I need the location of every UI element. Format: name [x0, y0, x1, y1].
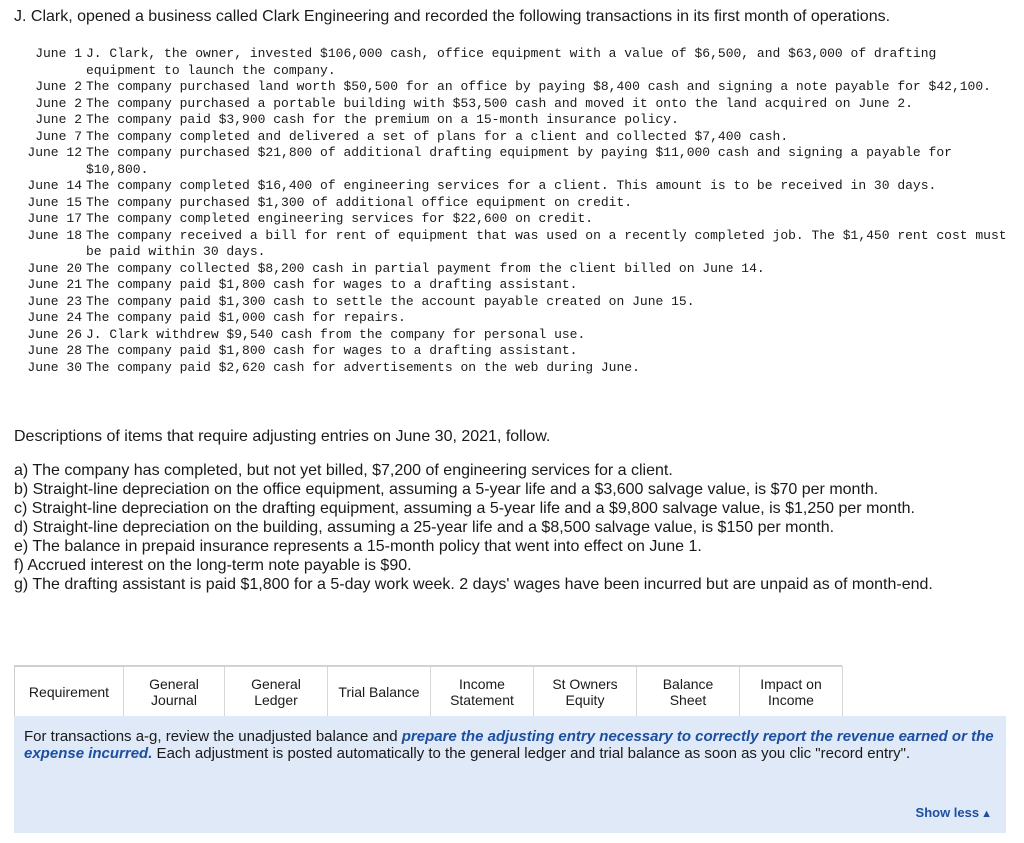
transaction-description: The company collected $8,200 cash in partial payment from the client billed on June 14.	[86, 260, 765, 276]
tab-label: Requirement	[28, 683, 110, 700]
adjustment-item: e) The balance in prepaid insurance represents a 15-month policy that went into effect on June 1.	[14, 538, 702, 555]
tab-income-statement[interactable]	[430, 666, 534, 716]
transaction-date: June 26	[27, 326, 82, 342]
transaction-description: The company completed engineering services for $22,600 on credit.	[86, 211, 594, 226]
transaction-date: June 7	[35, 128, 82, 144]
tab-label: Balance Sheet	[662, 675, 714, 708]
adjustments-heading: Descriptions of items that require adjusting entries on June 30, 2021, follow.	[14, 428, 551, 445]
transaction-date: June 28	[27, 343, 82, 358]
transaction-description: The company purchased a portable building with $53,500 cash and moved it onto the land acquired on June 2.	[86, 95, 913, 111]
instruction-text: For transactions a-g, review the unadjusted balance and prepare the adjusting entry necessary to correctly report the revenue earned or the expense incurred. Each adjustment is posted automatically to the general ledger and trial balance as soon as you clic "record entry".	[24, 728, 994, 762]
adjustment-item: a) The company has completed, but not yet billed, $7,200 of engineering services for a client.	[14, 462, 673, 479]
transaction-date: June 12	[27, 145, 82, 160]
intro-text: J. Clark, opened a business called Clark Engineering and recorded the following transactions in its first month of operations.	[14, 8, 891, 25]
transaction-description: The company paid $2,620 cash for advertisements on the web during June.	[86, 359, 640, 375]
transaction-date: June 17	[27, 211, 82, 226]
transaction-date: June 24	[27, 310, 82, 325]
instruction-panel	[14, 716, 1006, 833]
transaction-description: The company received a bill for rent of equipment that was used on a recently completed job. The $1,450 rent cost must be paid within 30 days.	[86, 227, 1007, 259]
transaction-row	[12, 261, 1012, 278]
tab-label: Impact on Income	[760, 675, 822, 708]
tab-general-ledger[interactable]	[224, 666, 328, 716]
tab-balance-sheet[interactable]	[636, 666, 740, 716]
transaction-row	[12, 195, 1012, 212]
transaction-date: June 15	[27, 194, 82, 210]
transaction-row	[12, 228, 1012, 261]
tab-label: Trial Balance	[338, 683, 420, 700]
tab-label: General Journal	[149, 675, 199, 708]
transaction-description: The company completed $16,400 of engineering services for a client. This amount is to be received in 30 days.	[86, 178, 937, 193]
tab-label: General Ledger	[251, 675, 301, 708]
transaction-date: June 2	[35, 112, 82, 127]
transaction-date: June 1	[35, 46, 82, 61]
tab-label: Income Statement	[450, 675, 514, 708]
transaction-date: June 30	[27, 359, 82, 375]
transaction-row	[12, 79, 1012, 96]
adjustment-item: d) Straight-line depreciation on the building, assuming a 25-year life and a $8,500 salvage value, is $150 per month.	[14, 519, 835, 536]
transaction-row	[12, 112, 1012, 129]
adjustments-list	[14, 461, 994, 594]
transaction-description: The company purchased land worth $50,500 for an office by paying $8,400 cash and signing a note payable for $42,100.	[86, 79, 991, 94]
transaction-date: June 18	[27, 227, 82, 243]
transaction-date: June 21	[27, 277, 82, 292]
transaction-row	[12, 211, 1012, 228]
show-less-label: Show less	[915, 805, 980, 820]
transaction-description: The company paid $3,900 cash for the premium on a 15-month insurance policy.	[86, 112, 679, 127]
transaction-date: June 20	[27, 260, 82, 276]
adjustment-item: g) The drafting assistant is paid $1,800 for a 5-day work week. 2 days' wages have been incurred but are unpaid as of month-end.	[14, 576, 933, 593]
transaction-row	[12, 46, 1012, 79]
show-less-button[interactable]	[916, 804, 992, 823]
tab-trial-balance[interactable]	[327, 666, 431, 716]
transaction-row	[12, 129, 1012, 146]
transaction-row	[12, 360, 1012, 377]
transaction-row	[12, 310, 1012, 327]
transaction-row	[12, 178, 1012, 195]
tab-st-owners-equity[interactable]	[533, 666, 637, 716]
transaction-row	[12, 96, 1012, 113]
transaction-row	[12, 327, 1012, 344]
transaction-row	[12, 343, 1012, 360]
transaction-date: June 14	[27, 178, 82, 193]
transaction-date: June 23	[27, 293, 82, 309]
adjustment-item: b) Straight-line depreciation on the office equipment, assuming a 5-year life and a $3,600 salvage value, is $70 per month.	[14, 481, 879, 498]
transaction-date: June 2	[35, 79, 82, 94]
transaction-description: The company paid $1,800 cash for wages to a drafting assistant.	[86, 277, 578, 292]
adjustment-item: c) Straight-line depreciation on the drafting equipment, assuming a 5-year life and a $9,800 salvage value, is $1,250 per month.	[14, 500, 915, 517]
transaction-row	[12, 294, 1012, 311]
transaction-description: The company completed and delivered a set of plans for a client and collected $7,400 cash.	[86, 128, 789, 144]
tab-general-journal[interactable]	[123, 666, 225, 716]
transaction-row	[12, 145, 1012, 178]
triangle-up-icon: ▲	[981, 808, 992, 820]
transaction-description: J. Clark withdrew $9,540 cash from the company for personal use.	[86, 326, 586, 342]
transaction-description: J. Clark, the owner, invested $106,000 cash, office equipment with a value of $6,500, and $63,000 of drafting equipment to launch the company.	[86, 46, 937, 78]
transaction-description: The company purchased $21,800 of additional drafting equipment by paying $11,000 cash and signing a payable for $10,800.	[86, 145, 952, 177]
transactions-list	[12, 46, 1012, 376]
tab-requirement[interactable]	[14, 666, 124, 716]
transaction-date: June 2	[35, 95, 82, 111]
tab-label: St Owners Equity	[552, 675, 618, 708]
transaction-description: The company paid $1,800 cash for wages to a drafting assistant.	[86, 343, 578, 358]
instruction-emphasis: prepare the adjusting entry necessary to correctly report the revenue earned or the expense incurred.	[24, 728, 994, 762]
tab-impact-on-income[interactable]	[739, 666, 843, 716]
adjustment-item: f) Accrued interest on the long-term note payable is $90.	[14, 557, 412, 574]
transaction-description: The company paid $1,000 cash for repairs.	[86, 310, 406, 325]
transaction-description: The company paid $1,300 cash to settle the account payable created on June 15.	[86, 293, 695, 309]
transaction-row	[12, 277, 1012, 294]
transaction-description: The company purchased $1,300 of additional office equipment on credit.	[86, 194, 633, 210]
tab-bar	[14, 665, 842, 718]
